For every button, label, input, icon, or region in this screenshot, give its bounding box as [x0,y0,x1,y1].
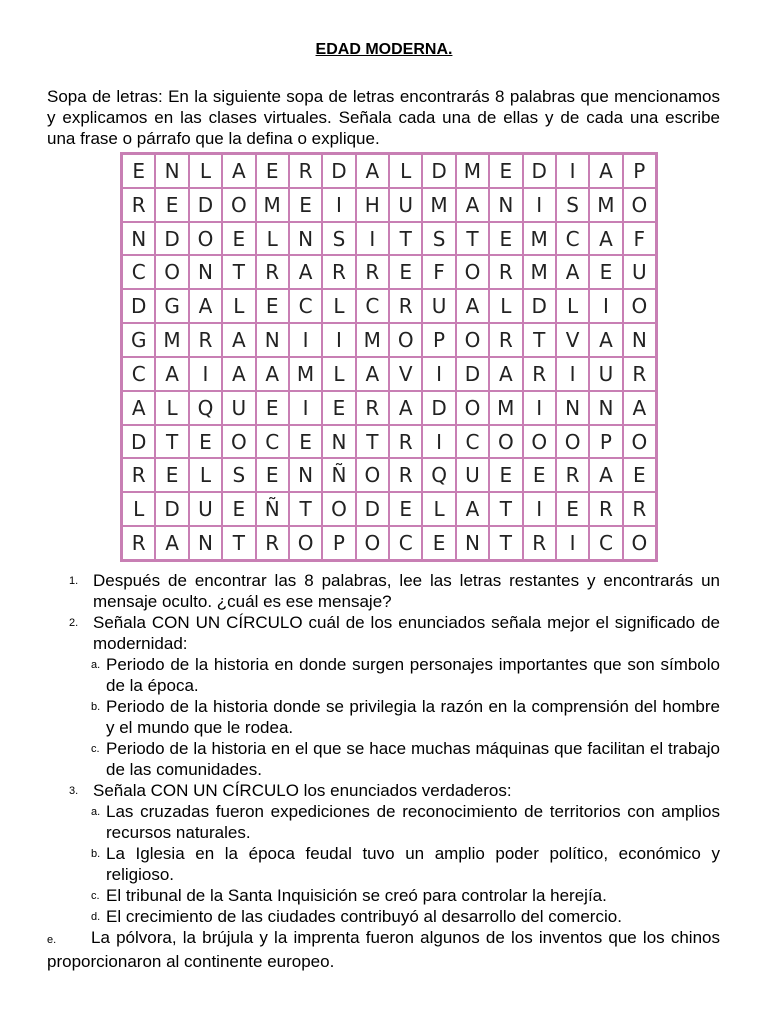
grid-letter-cell: C [356,289,389,323]
option-2b[interactable] [47,696,720,738]
grid-letter-cell: L [256,222,289,256]
grid-letter-cell: I [322,323,355,357]
grid-letter-cell: D [422,391,455,425]
grid-letter-cell: N [155,154,188,188]
option-letter: e. [47,934,57,946]
grid-letter-cell: S [556,188,589,222]
grid-letter-cell: O [356,526,389,560]
grid-letter-cell: P [623,154,656,188]
grid-letter-cell: T [389,222,422,256]
grid-letter-cell: A [289,255,322,289]
grid-letter-cell: T [356,425,389,459]
grid-letter-cell: E [256,289,289,323]
grid-letter-cell: T [222,526,255,560]
grid-letter-cell: N [256,323,289,357]
grid-letter-cell: E [556,492,589,526]
grid-letter-cell: O [623,188,656,222]
grid-letter-cell: D [523,289,556,323]
grid-letter-cell: E [256,154,289,188]
grid-letter-cell: P [422,323,455,357]
grid-letter-cell: O [456,255,489,289]
grid-letter-cell: E [623,458,656,492]
grid-letter-cell: I [289,323,322,357]
grid-letter-cell: O [623,526,656,560]
grid-letter-cell: R [389,458,422,492]
questions-list [47,570,720,972]
grid-letter-cell: I [289,391,322,425]
grid-letter-cell: R [256,255,289,289]
grid-letter-cell: R [523,526,556,560]
grid-letter-cell: C [122,357,155,391]
option-text: Las cruzadas fueron expediciones de reconocimiento de territorios con amplios recursos naturales. [106,802,720,842]
grid-letter-cell: E [422,526,455,560]
grid-letter-cell: E [222,492,255,526]
grid-letter-cell: L [189,458,222,492]
grid-letter-cell: L [189,154,222,188]
option-3c[interactable] [47,885,720,906]
grid-letter-cell: Q [189,391,222,425]
grid-letter-cell: I [189,357,222,391]
grid-letter-cell: S [322,222,355,256]
grid-letter-cell: O [189,222,222,256]
grid-letter-cell: E [389,255,422,289]
grid-letter-cell: A [222,154,255,188]
grid-letter-cell: U [422,289,455,323]
grid-letter-cell: A [489,357,522,391]
grid-letter-cell: O [556,425,589,459]
grid-letter-cell: A [389,391,422,425]
grid-letter-cell: U [389,188,422,222]
option-text: El crecimiento de las ciudades contribuyó al desarrollo del comercio. [106,907,622,926]
grid-letter-cell: I [523,492,556,526]
grid-letter-cell: I [322,188,355,222]
grid-letter-cell: V [389,357,422,391]
option-text: La Iglesia en la época feudal tuvo un amplio poder político, económico y religioso. [106,844,720,884]
grid-letter-cell: D [422,154,455,188]
grid-letter-cell: A [155,357,188,391]
grid-letter-cell: E [489,154,522,188]
option-letter: a. [91,806,101,818]
grid-letter-cell: E [122,154,155,188]
intro-paragraph: Sopa de letras: En la siguiente sopa de letras encontrarás 8 palabras que mencionamos y explicamos en las clases virtuales. Señala cada una de ellas y de cada una escribe una frase o párrafo que la defina o explique. [47,87,720,148]
grid-letter-cell: A [189,289,222,323]
grid-letter-cell: L [155,391,188,425]
grid-letter-cell: Ñ [256,492,289,526]
grid-letter-cell: E [155,458,188,492]
grid-letter-cell: Q [422,458,455,492]
grid-letter-cell: O [456,391,489,425]
grid-letter-cell: M [155,323,188,357]
option-text: El tribunal de la Santa Inquisición se creó para controlar la herejía. [106,886,607,905]
grid-letter-cell: T [489,526,522,560]
grid-letter-cell: O [389,323,422,357]
question-number: 3. [69,785,79,797]
question-1 [47,570,720,612]
grid-letter-cell: F [623,222,656,256]
grid-letter-cell: C [122,255,155,289]
grid-letter-cell: A [456,289,489,323]
grid-letter-cell: A [589,154,622,188]
grid-letter-cell: R [489,255,522,289]
grid-letter-cell: C [256,425,289,459]
option-text: Periodo de la historia donde se privilegia la razón en la comprensión del hombre y el mundo que le rodea. [106,697,720,737]
option-2c[interactable] [47,738,720,780]
question-2 [47,612,720,654]
grid-letter-cell: A [589,323,622,357]
option-2a[interactable] [47,654,720,696]
grid-letter-cell: A [589,458,622,492]
grid-letter-cell: E [289,425,322,459]
grid-letter-cell: D [356,492,389,526]
grid-letter-cell: O [222,188,255,222]
grid-letter-cell: R [523,357,556,391]
grid-letter-cell: A [122,391,155,425]
page-title: EDAD MODERNA. [315,41,453,58]
grid-letter-cell: D [155,492,188,526]
grid-letter-cell: M [523,222,556,256]
option-3e[interactable] [47,927,720,972]
grid-letter-cell: A [556,255,589,289]
word-search-grid [120,152,658,562]
option-text: Periodo de la historia en donde surgen personajes importantes que son símbolo de la época. [106,655,720,695]
grid-letter-cell: E [189,425,222,459]
grid-letter-cell: T [155,425,188,459]
grid-letter-cell: R [256,526,289,560]
grid-letter-cell: R [623,492,656,526]
grid-letter-cell: T [289,492,322,526]
grid-letter-cell: M [256,188,289,222]
grid-letter-cell: D [322,154,355,188]
grid-letter-cell: O [356,458,389,492]
grid-letter-cell: I [422,425,455,459]
grid-letter-cell: E [289,188,322,222]
grid-letter-cell: H [356,188,389,222]
grid-letter-cell: N [122,222,155,256]
grid-letter-cell: N [456,526,489,560]
grid-letter-cell: O [289,526,322,560]
grid-letter-cell: L [222,289,255,323]
grid-letter-cell: R [623,357,656,391]
grid-letter-cell: U [589,357,622,391]
grid-letter-cell: I [556,526,589,560]
grid-letter-cell: F [422,255,455,289]
option-3b[interactable] [47,843,720,885]
grid-letter-cell: L [322,289,355,323]
grid-letter-cell: C [389,526,422,560]
grid-letter-cell: M [489,391,522,425]
grid-letter-cell: I [422,357,455,391]
grid-letter-cell: R [122,188,155,222]
grid-letter-cell: R [556,458,589,492]
grid-letter-cell: T [222,255,255,289]
grid-letter-cell: A [623,391,656,425]
grid-letter-cell: L [122,492,155,526]
grid-letter-cell: R [356,391,389,425]
grid-letter-cell: O [489,425,522,459]
grid-letter-cell: A [589,222,622,256]
grid-letter-cell: G [122,323,155,357]
question-text: Señala CON UN CÍRCULO cuál de los enunciados señala mejor el significado de modernidad: [93,613,720,653]
grid-letter-cell: V [556,323,589,357]
grid-letter-cell: A [456,492,489,526]
option-letter: c. [91,743,100,755]
grid-letter-cell: P [589,425,622,459]
grid-letter-cell: L [389,154,422,188]
grid-letter-cell: C [589,526,622,560]
grid-letter-cell: T [489,492,522,526]
grid-letter-cell: M [289,357,322,391]
grid-letter-cell: O [222,425,255,459]
option-letter: d. [91,911,101,923]
grid-letter-cell: M [456,154,489,188]
grid-letter-cell: R [189,323,222,357]
grid-letter-cell: R [389,289,422,323]
grid-letter-cell: T [523,323,556,357]
grid-letter-cell: Ñ [322,458,355,492]
grid-letter-cell: A [222,323,255,357]
grid-letter-cell: N [589,391,622,425]
grid-letter-cell: E [256,458,289,492]
grid-letter-cell: D [122,289,155,323]
grid-letter-cell: I [556,154,589,188]
grid-letter-cell: D [523,154,556,188]
question-number: 1. [69,575,79,587]
grid-letter-cell: R [322,255,355,289]
grid-letter-cell: N [322,425,355,459]
grid-letter-cell: O [623,289,656,323]
grid-letter-cell: C [456,425,489,459]
grid-letter-cell: A [356,154,389,188]
grid-letter-cell: L [556,289,589,323]
grid-letter-cell: P [322,526,355,560]
grid-letter-cell: C [289,289,322,323]
grid-letter-cell: N [289,222,322,256]
grid-letter-cell: L [322,357,355,391]
question-number: 2. [69,617,79,629]
grid-letter-cell: E [322,391,355,425]
option-text: La pólvora, la brújula y la imprenta fueron algunos de los inventos que los chinos proporcionaron al continente europeo. [47,928,720,971]
grid-letter-cell: R [356,255,389,289]
option-letter: b. [91,848,101,860]
grid-letter-cell: U [222,391,255,425]
grid-letter-cell: R [289,154,322,188]
grid-letter-cell: L [489,289,522,323]
grid-letter-cell: N [623,323,656,357]
grid-letter-cell: N [189,526,222,560]
grid-letter-cell: E [489,222,522,256]
grid-letter-cell: E [256,391,289,425]
grid-letter-cell: M [422,188,455,222]
grid-letter-cell: S [422,222,455,256]
grid-letter-cell: E [155,188,188,222]
grid-letter-cell: R [389,425,422,459]
grid-letter-cell: O [523,425,556,459]
grid-letter-cell: N [189,255,222,289]
grid-letter-cell: E [389,492,422,526]
grid-letter-cell: G [155,289,188,323]
option-letter: b. [91,701,101,713]
option-letter: a. [91,659,101,671]
grid-letter-cell: D [456,357,489,391]
option-3a[interactable] [47,801,720,843]
grid-letter-cell: M [523,255,556,289]
grid-letter-cell: M [356,323,389,357]
grid-letter-cell: M [589,188,622,222]
grid-letter-cell: A [222,357,255,391]
question-text: Después de encontrar las 8 palabras, lee las letras restantes y encontrarás un mensaje oculto. ¿cuál es ese mensaje? [93,571,720,611]
grid-letter-cell: A [456,188,489,222]
option-letter: c. [91,890,100,902]
grid-letter-cell: U [189,492,222,526]
grid-letter-cell: R [589,492,622,526]
grid-letter-cell: U [456,458,489,492]
grid-letter-cell: I [356,222,389,256]
grid-letter-cell: L [422,492,455,526]
grid-letter-cell: D [189,188,222,222]
grid-letter-cell: A [155,526,188,560]
grid-letter-cell: N [556,391,589,425]
grid-letter-cell: D [155,222,188,256]
grid-letter-cell: N [489,188,522,222]
grid-letter-cell: T [456,222,489,256]
grid-letter-cell: O [456,323,489,357]
grid-letter-cell: O [623,425,656,459]
grid-letter-cell: I [589,289,622,323]
grid-letter-cell: I [523,391,556,425]
grid-letter-cell: O [155,255,188,289]
question-3 [47,780,720,801]
grid-letter-cell: N [289,458,322,492]
grid-letter-cell: A [356,357,389,391]
grid-letter-cell: U [623,255,656,289]
option-3d[interactable] [47,906,720,927]
grid-letter-cell: A [256,357,289,391]
grid-letter-cell: I [556,357,589,391]
question-text: Señala CON UN CÍRCULO los enunciados verdaderos: [93,781,512,800]
grid-letter-cell: R [122,458,155,492]
option-text: Periodo de la historia en el que se hace muchas máquinas que facilitan el trabajo de las comunidades. [106,739,720,779]
grid-letter-cell: E [222,222,255,256]
grid-letter-cell: E [523,458,556,492]
grid-letter-cell: R [489,323,522,357]
grid-letter-cell: C [556,222,589,256]
grid-letter-cell: O [322,492,355,526]
grid-letter-cell: D [122,425,155,459]
grid-letter-cell: E [589,255,622,289]
grid-letter-cell: E [489,458,522,492]
grid-letter-cell: R [122,526,155,560]
grid-letter-cell: S [222,458,255,492]
grid-letter-cell: I [523,188,556,222]
